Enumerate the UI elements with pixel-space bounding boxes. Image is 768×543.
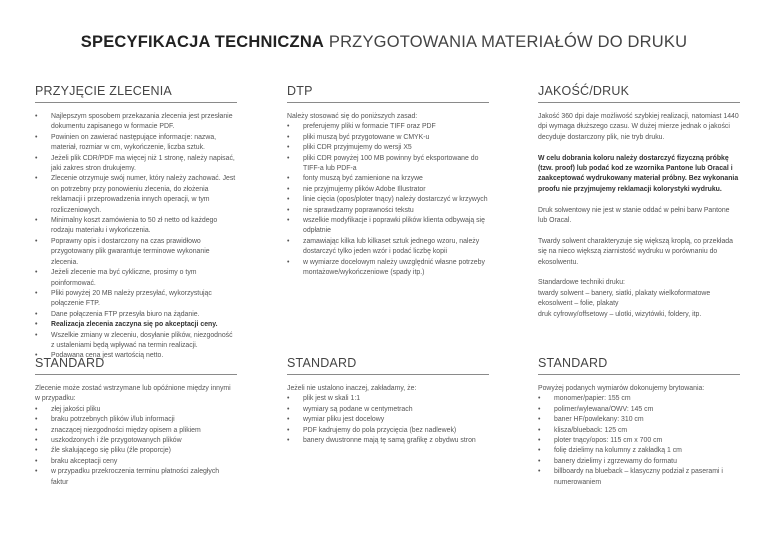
list-item: • banery dzielimy i zgrzewamy do formatu (538, 457, 740, 467)
bullet-list (287, 394, 489, 446)
list-item: • klisza/blueback: 125 cm (538, 426, 740, 436)
list-item: • Poprawny opis i dostarczony na czas prawidłowo przygotowany plik gwarantuje terminowe wykonanie zlecenia. (35, 237, 237, 268)
section-heading: STANDARD (538, 356, 740, 375)
section-heading: PRZYJĘCIE ZLECENIA (35, 84, 237, 103)
list-item: • polimer/wylewana/OWV: 145 cm (538, 405, 740, 415)
list-item: • fonty muszą być zamienione na krzywe (287, 174, 489, 184)
title-light: PRZYGOTOWANIA MATERIAŁÓW DO DRUKU (328, 33, 688, 51)
section-standard-2 (287, 356, 489, 446)
list-item: • Pliki powyżej 20 MB należy przesyłać, wykorzystując połączenie FTP. (35, 289, 237, 310)
list-item: • folię dzielimy na kolumny z zakładką 1 cm (538, 446, 740, 456)
bullet-list (287, 122, 489, 278)
list-item: • braku potrzebnych plików i/lub informacji (35, 415, 237, 425)
paragraph: druk cyfrowy/offsetowy – ulotki, wizytówki, foldery, itp. (538, 310, 702, 318)
section-heading: STANDARD (287, 356, 489, 375)
bullet-list (35, 405, 237, 488)
paragraph: Jakość 360 dpi daje możliwość szybkiej realizacji, natomiast 1440 dpi wymaga dłuższego czasu. W dużej mierze jednak o jakości decyduje dostarczony plik, nie tryb druku. (538, 113, 739, 141)
list-item: • Dane połączenia FTP przesyła biuro na żądanie. (35, 310, 237, 320)
list-item: • złej jakości pliku (35, 405, 237, 415)
intro-text: Powyżej podanych wymiarów dokonujemy brytowania: (538, 385, 705, 392)
paragraph: Standardowe techniki druku: (538, 279, 625, 287)
list-item: • Podawana cena jest wartością netto. (35, 351, 237, 361)
paragraph: Twardy solwent charakteryzuje się większą kroplą, co przekłada się na nieco większą ziarnistość wydruku w porównaniu do ekosolwentu. (538, 237, 733, 266)
list-item: • pliki muszą być przygotowane w CMYK-u (287, 133, 489, 143)
list-item: • Jeżeli plik CDR/PDF ma więcej niż 1 stronę, należy napisać, jaki zakres stron drukujemy. (35, 154, 237, 175)
bullet-list (538, 394, 740, 488)
list-item-bold: • Realizacja zlecenia zaczyna się po akceptacji ceny. (35, 320, 237, 330)
list-item: • wszelkie modyfikacje i poprawki plików klienta odbywają się odpłatnie (287, 216, 489, 237)
paragraph: ekosolwent – folie, plakaty (538, 300, 619, 308)
list-item: • Minimalny koszt zamówienia to 50 zł netto od każdego rodzaju materiału i wykończenia. (35, 216, 237, 237)
list-item: • Powinien on zawierać następujące informacje: nazwa, materiał, rozmiar w cm, wykończenie, liczba sztuk. (35, 133, 237, 154)
page-title (0, 33, 768, 52)
list-item: • pliki CDR przyjmujemy do wersji X5 (287, 143, 489, 153)
list-item: • wymiary są podane w centymetrach (287, 405, 489, 415)
list-item: • monomer/papier: 155 cm (538, 394, 740, 404)
section-heading: JAKOŚĆ/DRUK (538, 84, 740, 103)
list-item: • braku akceptacji ceny (35, 457, 237, 467)
list-item: • pliki CDR powyżej 100 MB powinny być eksportowane do TIFF-a lub PDF-a (287, 154, 489, 175)
list-item: • billboardy na blueback – klasyczny podział z paserami i numerowaniem (538, 467, 740, 488)
list-item: • nie sprawdzamy poprawności tekstu (287, 206, 489, 216)
list-item: • banery dwustronne mają tę samą grafikę z obydwu stron (287, 436, 489, 446)
list-item: • baner HF/powlekany: 310 cm (538, 415, 740, 425)
list-item: • plik jest w skali 1:1 (287, 394, 489, 404)
paragraph: Druk solwentowy nie jest w stanie oddać w pełni barw Pantone lub Oracal. (538, 206, 730, 225)
list-item: • znaczącej niezgodności między opisem a plikiem (35, 426, 237, 436)
list-item: • Jeżeli zlecenie ma być cykliczne, prosimy o tym poinformować. (35, 268, 237, 289)
list-item: • Zlecenie otrzymuje swój numer, który należy zachować. Jest on potrzebny przy ponowieniu zlecenia, do złożenia reklamacji i przeprowadzenia innych operacji, w tym rozliczeniowych. (35, 174, 237, 216)
list-item: • w wymiarze docelowym należy uwzględnić własne potrzeby montażowe/wykończeniowe (spady itp.) (287, 258, 489, 279)
list-item: • wymiar pliku jest docelowy (287, 415, 489, 425)
list-item: • uszkodzonych i źle przygotowanych plików (35, 436, 237, 446)
list-item: • nie przyjmujemy plików Adobe Illustrator (287, 185, 489, 195)
list-item: • ploter tnący/opos: 115 cm x 700 cm (538, 436, 740, 446)
section-standard-1 (35, 356, 237, 488)
list-item: • zamawiając kilka lub kilkaset sztuk jednego wzoru, należy dostarczyć tylko jeden wzór i podać liczbę kopii (287, 237, 489, 258)
list-item: • PDF kadrujemy do pola przycięcia (bez nadlewek) (287, 426, 489, 436)
intro-text: Jeżeli nie ustalono inaczej, zakładamy, że: (287, 385, 417, 392)
intro-text: Należy stosować się do poniższych zasad: (287, 113, 418, 120)
section-standard-3 (538, 356, 740, 488)
section-heading: DTP (287, 84, 489, 103)
list-item: • Najlepszym sposobem przekazania zlecenia jest przesłanie dokumentu zapisanego w formacie PDF. (35, 112, 237, 133)
paragraph-bold: W celu dobrania koloru należy dostarczyć fizyczną próbkę (tzw. proof) lub podać kod ze wzornika Pantone lub Oracal i zaakceptować wydrukowany materiał próbny. Bez wykonania proofu nie przyjmujemy reklamacji kolorystyki wydruku. (538, 154, 739, 193)
list-item: • linie cięcia (opos/ploter tnący) należy dostarczyć w krzywych (287, 195, 489, 205)
title-bold: SPECYFIKACJA TECHNICZNA (80, 33, 325, 51)
list-item: • Wszelkie zmiany w zleceniu, dosyłanie plików, niezgodność z ustaleniami będą wpływać na termin realizacji. (35, 331, 237, 352)
list-item: • źle skalującego się pliku (źle proporcje) (35, 446, 237, 456)
section-przyjecie-zlecenia (35, 84, 237, 362)
paragraph: twardy solwent – banery, siatki, plakaty wielkoformatowe (538, 289, 711, 297)
section-dtp (287, 84, 489, 279)
section-heading: STANDARD (35, 356, 237, 375)
list-item: • preferujemy pliki w formacie TIFF oraz PDF (287, 122, 489, 132)
intro-text: Zlecenie może zostać wstrzymane lub opóźnione między innymi w przypadku: (35, 385, 231, 403)
bullet-list (35, 112, 237, 362)
list-item: • w przypadku przekroczenia terminu płatności zaległych faktur (35, 467, 237, 488)
section-jakosc-druk (538, 84, 740, 320)
